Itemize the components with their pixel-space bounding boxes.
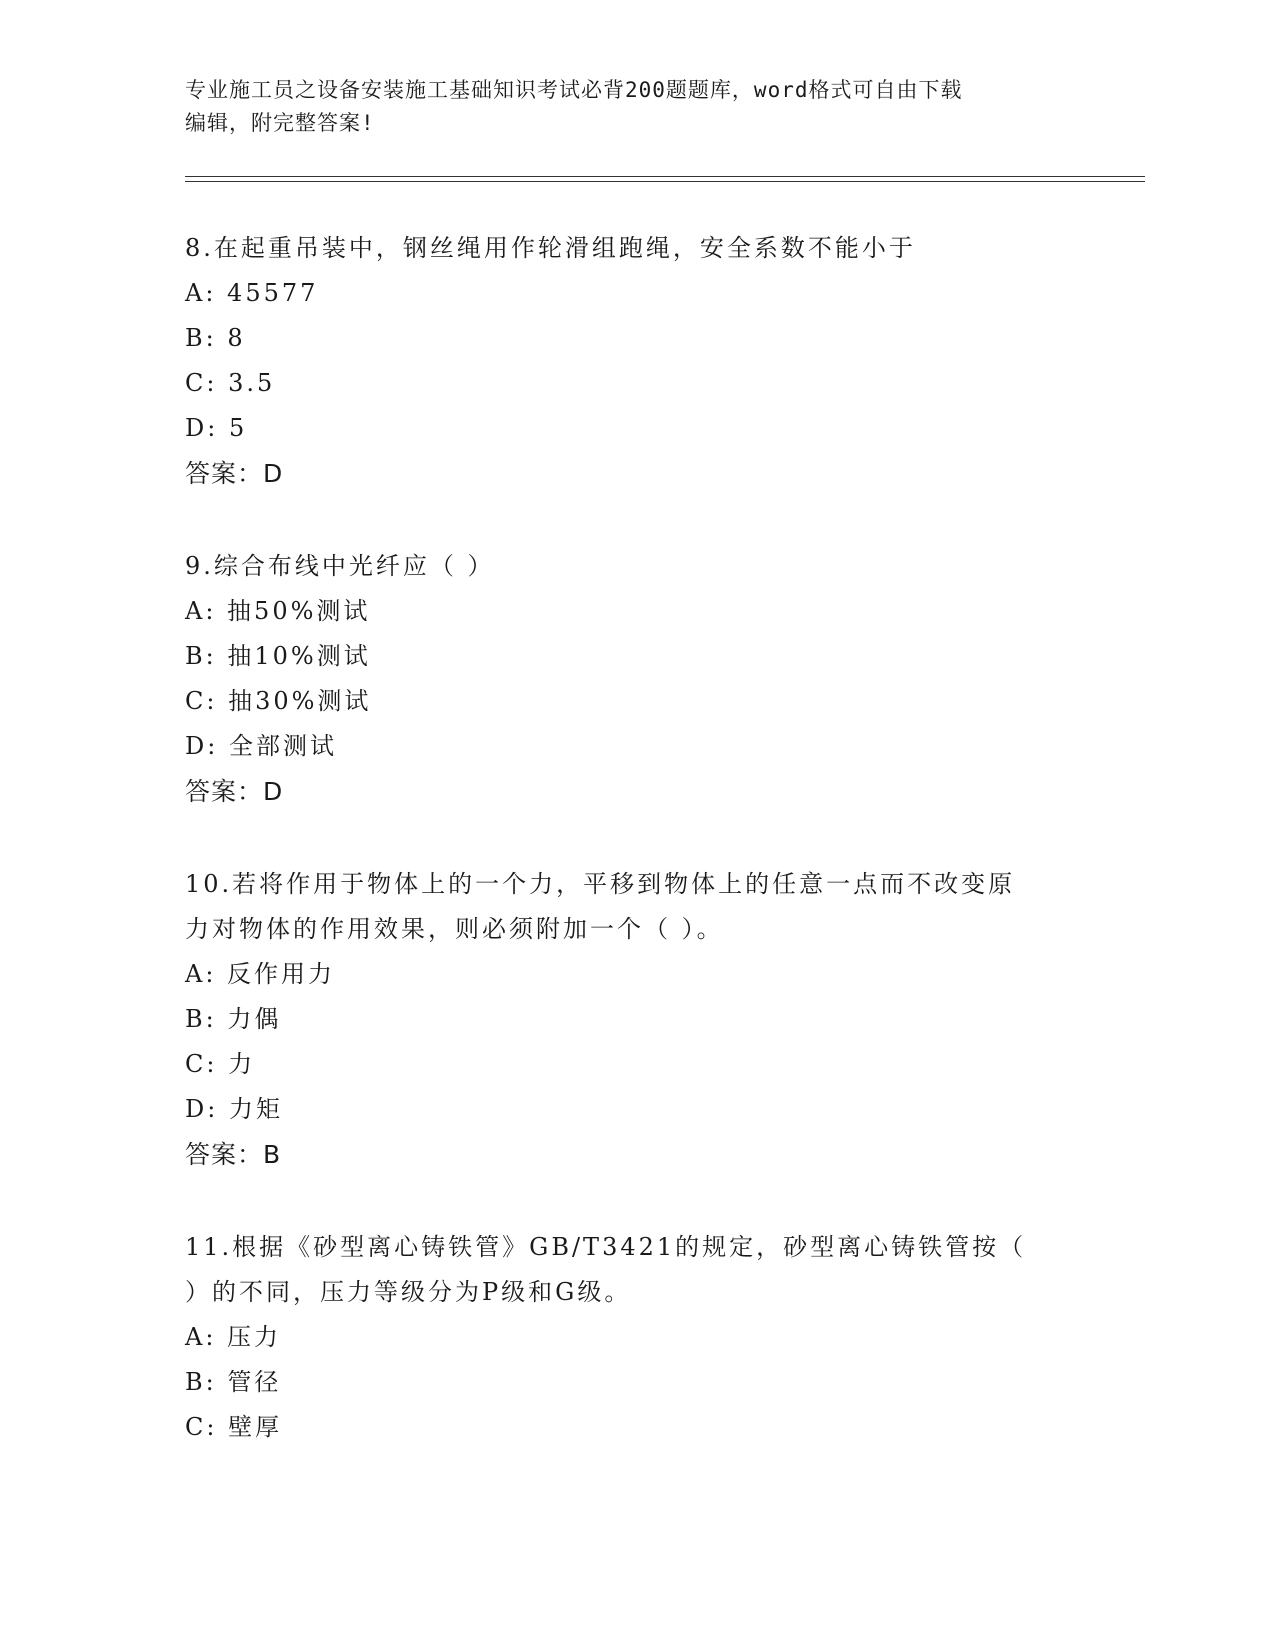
- question-stem-line-1: 11.根据《砂型离心铸铁管》GB/T3421的规定，砂型离心铸铁管按（: [185, 1233, 1027, 1261]
- question-stem: 9.综合布线中光纤应（ ）: [185, 552, 495, 580]
- answer: 答案：D: [185, 459, 284, 488]
- question-11: [185, 1225, 1085, 1450]
- option-c: C: 力: [185, 1050, 256, 1078]
- option-b: B: 抽10%测试: [185, 642, 371, 670]
- question-10: [185, 862, 1085, 1177]
- question-8: [185, 226, 1085, 496]
- question-stem: 8.在起重吊装中，钢丝绳用作轮滑组跑绳，安全系数不能小于: [185, 234, 916, 262]
- option-b: B: 管径: [185, 1368, 282, 1396]
- page-header: [185, 74, 1065, 140]
- option-d: D: 全部测试: [185, 732, 337, 760]
- option-c: C: 3.5: [185, 369, 276, 397]
- header-divider: [185, 176, 1145, 182]
- question-stem-line-1: 10.若将作用于物体上的一个力，平移到物体上的任意一点而不改变原: [185, 870, 1016, 898]
- option-b: B: 力偶: [185, 1005, 282, 1033]
- question-9: [185, 544, 1085, 814]
- option-d: D: 5: [185, 414, 248, 442]
- answer: 答案：D: [185, 777, 284, 806]
- question-stem-line-2: ）的不同，压力等级分为P级和G级。: [185, 1278, 632, 1306]
- option-a: A: 抽50%测试: [185, 597, 371, 625]
- option-a: A: 反作用力: [185, 960, 336, 988]
- option-c: C: 抽30%测试: [185, 687, 372, 715]
- header-line-2: 编辑，附完整答案!: [185, 111, 375, 135]
- header-line-1: 专业施工员之设备安装施工基础知识考试必背200题题库，word格式可自由下载: [185, 78, 963, 102]
- answer: 答案：B: [185, 1140, 282, 1169]
- option-a: A: 45577: [185, 279, 319, 307]
- question-stem-line-2: 力对物体的作用效果，则必须附加一个（ ）。: [185, 915, 724, 943]
- option-c: C: 壁厚: [185, 1413, 283, 1441]
- option-b: B: 8: [185, 324, 246, 352]
- option-d: D: 力矩: [185, 1095, 283, 1123]
- option-a: A: 压力: [185, 1323, 282, 1351]
